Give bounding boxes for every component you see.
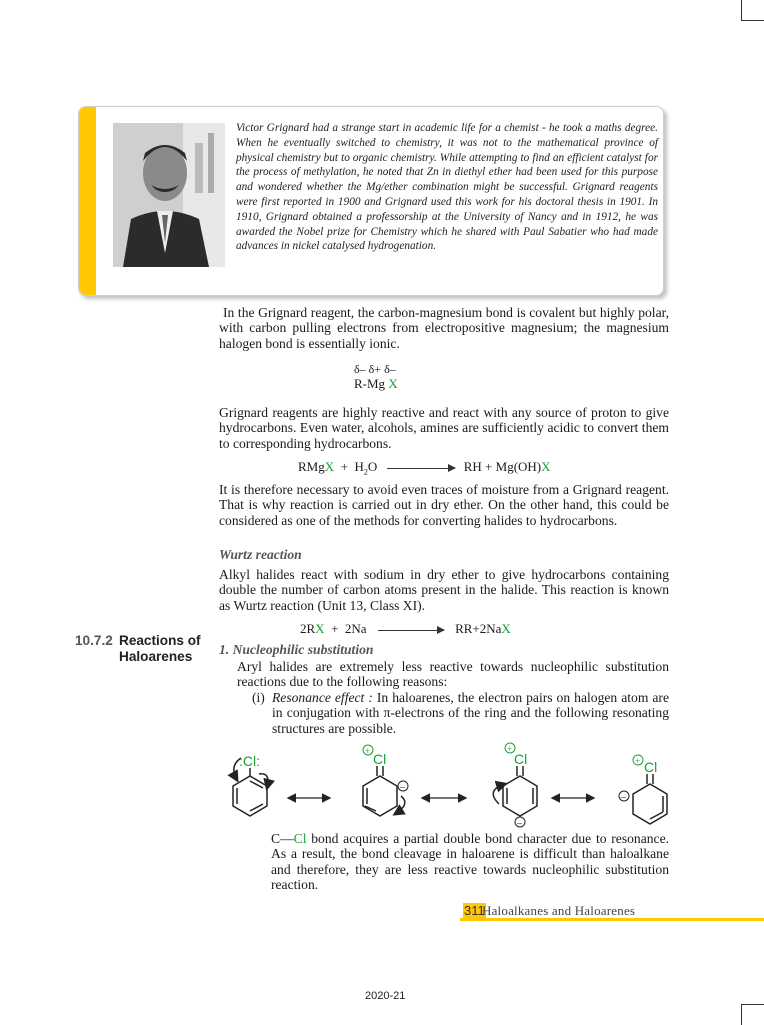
cl-bond-halogen: Cl: [293, 831, 307, 846]
biography-text: Victor Grignard had a strange start in academic life for a chemist - he took a maths degree. When he eventually switched to chemistry, it was not to the mathematical province of physical chemistry but to organic chemistry. While attempting to find an efficient catalyst for the process of methylation, he noted that Zn in diethyl ether had been used for this purpose and wondered whether the Mg/ether combination might be successful. Grignard reagents were first reported in 1900 and Grignard used this work for his doctoral thesis in 1901. In 1910, Grignard obtained a professorship at the University of Nancy and in 1912, he was awarded the Nobel prize for Chemistry which he shared with Paul Sabatier who had made advances in nickel catalysed hydrogenation.: [236, 122, 658, 253]
structure-3-plus: +: [507, 744, 513, 754]
structure-1-cl: :Cl:: [239, 753, 260, 769]
eq1-halogen: X: [324, 459, 335, 474]
page-number: 311: [464, 903, 485, 918]
equation-wurtz: [300, 621, 511, 637]
paragraph-moisture: It is therefore necessary to avoid even traces of moisture from a Grignard reagent. That is why reaction is carried out in dry ether. On the other hand, this could be considered as one of the methods for converting halides to hydrocarbons.: [219, 482, 669, 528]
eq1-water: $H_2O$: [354, 459, 378, 477]
crop-mark-top-right: [741, 0, 764, 21]
resonance-structures: [215, 738, 675, 830]
eq1-plus: +: [340, 459, 348, 474]
wurtz-heading: Wurtz reaction: [219, 547, 302, 562]
section-title: Reactions of Haloarenes: [119, 633, 201, 664]
structure-4-minus: –: [621, 792, 626, 803]
running-footer-title: Haloalkanes and Haloarenes: [482, 903, 636, 918]
eq2-left: 2R: [300, 621, 316, 636]
paragraph-grignard-bond: In the Grignard reagent, the carbon-magnesium bond is covalent but highly polar, with carbon pulling electrons from electropositive magnesium; the magnesium halogen bond is essentially ionic.: [219, 305, 669, 351]
cl-bond-prefix: C—: [271, 831, 294, 846]
structure-2-minus: –: [400, 782, 405, 793]
eq2-right: RR+2Na: [455, 621, 502, 636]
resonance-effect-text: [272, 690, 669, 736]
paragraph-reactivity: Grignard reagents are highly reactive and react with any source of proton to give hydrocarbons. Even water, alcohols, amines are sufficiently acidic to convert them to corresponding hydrocarbons.: [219, 405, 669, 451]
resonance-effect-term: Resonance effect :: [272, 690, 373, 705]
polarity-halogen: X: [388, 376, 398, 391]
cl-bond-text: bond acquires a partial double bond character due to resonance. As a result, the bond cleavage in haloarene is difficult than haloalkane and therefore, they are less reactive towards nucleophilic substitution reaction.: [271, 831, 669, 893]
eq1-arrow: [387, 468, 455, 469]
eq2-halogen: X: [315, 621, 325, 636]
eq1-product: RH + Mg(OH): [463, 459, 542, 474]
polarity-formula-text: R-Mg: [354, 376, 386, 391]
polarity-formula: [354, 376, 398, 392]
polarity-deltas: δ– δ+ δ–: [354, 362, 396, 376]
portrait-photo: [113, 123, 225, 267]
structure-2-cl: Cl: [373, 751, 387, 767]
crop-mark-bottom-right: [741, 1004, 764, 1025]
structure-4-plus: +: [635, 756, 641, 766]
eq2-plus: +: [331, 621, 339, 636]
structure-4: [633, 774, 667, 824]
nucleophilic-heading: 1. Nucleophilic substitution: [219, 642, 374, 657]
eq1-product-halogen: X: [541, 459, 551, 474]
edition-year: 2020-21: [365, 990, 406, 1002]
structure-4-cl: Cl: [644, 759, 658, 775]
eq2-product-halogen: X: [501, 621, 511, 636]
nucleophilic-intro: Aryl halides are extremely less reactive towards nucleophilic substitution reactions due to the following reasons:: [237, 659, 669, 690]
eq1-reactant: RMg: [298, 459, 325, 474]
structure-2-plus: +: [365, 746, 371, 756]
section-number: 10.7.2: [75, 633, 113, 648]
structure-3-cl: Cl: [514, 751, 528, 767]
biography-accent-strip: [79, 107, 96, 295]
biography-box: [78, 106, 664, 296]
eq2-arrow: [378, 630, 444, 631]
item-label: (i): [252, 690, 265, 705]
resonance-effect-body: In haloarenes, the electron pairs on halogen atom are in conjugation with π-electrons of the ring and the following resonating structures are possible.: [272, 690, 669, 736]
structure-3: [493, 766, 537, 816]
structure-2: [363, 766, 405, 816]
structure-3-minus: –: [517, 818, 522, 829]
eq2-sodium: 2Na: [344, 621, 367, 636]
equation-hydrolysis: [298, 459, 551, 477]
wurtz-text: Alkyl halides react with sodium in dry ether to give hydrocarbons containing double the number of carbon atoms present in the halide. This reaction is known as Wurtz reaction (Unit 13, Class XI).: [219, 567, 669, 613]
paragraph-partial-double-bond: [271, 831, 669, 893]
